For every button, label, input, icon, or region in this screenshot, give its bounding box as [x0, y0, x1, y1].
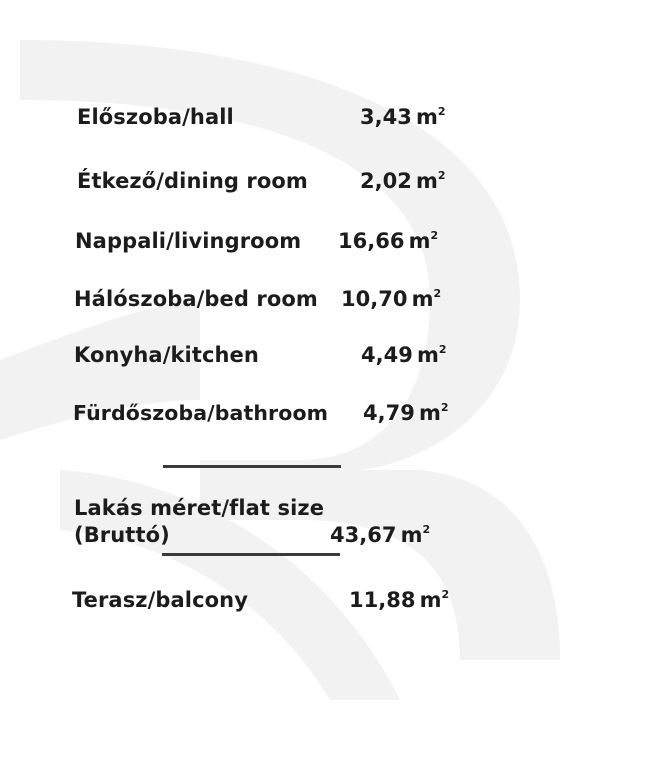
area-unit: m	[419, 401, 441, 425]
flat-size-label: Lakás méret/flat size	[74, 496, 325, 520]
area-unit-exponent: 2	[437, 105, 446, 118]
room-name-dining: Étkező/dining room	[77, 169, 308, 193]
area-value: 10,70	[341, 287, 408, 311]
divider-line	[163, 465, 341, 468]
area-unit: m	[411, 287, 434, 311]
divider-line-lower	[162, 553, 340, 556]
room-name-kitchen: Konyha/kitchen	[74, 343, 259, 367]
room-name-bathroom: Fürdőszoba/bathroom	[73, 401, 329, 425]
area-unit: m	[419, 588, 442, 612]
room-name-living: Nappali/livingroom	[75, 229, 302, 253]
area-unit-exponent: 2	[430, 229, 439, 242]
area-unit-exponent: 2	[438, 343, 447, 356]
room-area-dining	[360, 168, 446, 194]
area-value: 4,79	[363, 401, 415, 425]
area-unit-exponent: 2	[422, 523, 431, 536]
area-value: 16,66	[338, 229, 405, 253]
balcony-area	[349, 587, 449, 613]
room-area-living	[338, 228, 438, 254]
room-area-bathroom	[363, 400, 449, 426]
area-value: 2,02	[360, 169, 412, 193]
flat-size-area	[330, 522, 430, 548]
area-value: 3,43	[360, 105, 412, 129]
area-value: 4,49	[361, 343, 413, 367]
room-area-bedroom	[341, 286, 441, 312]
room-area-hall	[360, 104, 446, 130]
area-unit: m	[417, 343, 439, 367]
room-area-kitchen	[361, 342, 447, 368]
area-unit: m	[416, 105, 438, 129]
area-unit-exponent: 2	[440, 401, 449, 414]
area-value: 11,88	[349, 588, 416, 612]
area-unit: m	[400, 523, 423, 547]
area-value: 43,67	[330, 523, 397, 547]
room-name-hall: Előszoba/hall	[77, 105, 234, 129]
area-unit-exponent: 2	[441, 588, 450, 601]
area-unit: m	[408, 229, 431, 253]
flat-size-gross-label: (Bruttó)	[74, 523, 170, 547]
area-unit-exponent: 2	[433, 287, 442, 300]
room-name-bedroom: Hálószoba/bed room	[74, 287, 318, 311]
balcony-name: Terasz/balcony	[72, 588, 249, 612]
area-unit: m	[416, 169, 438, 193]
area-unit-exponent: 2	[437, 169, 446, 182]
